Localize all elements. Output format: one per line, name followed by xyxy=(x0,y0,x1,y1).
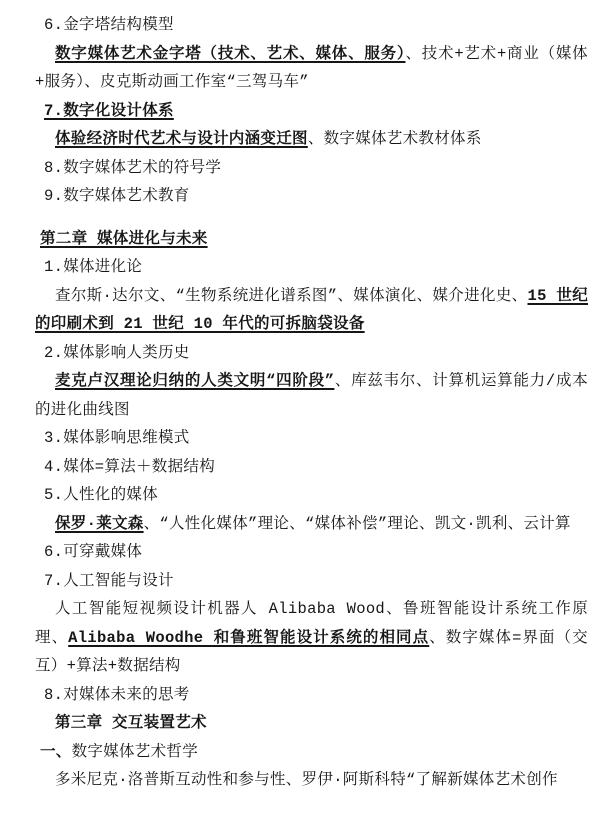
text-segment: 2.媒体影响人类历史 xyxy=(44,343,190,362)
chapter-2-heading xyxy=(35,225,588,254)
text-segment: 5.人性化的媒体 xyxy=(44,486,159,504)
item-8-future-of-media xyxy=(35,681,588,710)
para-dominic-lopes-roy-ascott xyxy=(35,766,588,795)
para-experience-economy-diagram xyxy=(35,125,588,154)
item-6-wearable-media xyxy=(35,538,588,567)
text-segment: 、数字媒体艺术教材体系 xyxy=(307,130,482,148)
emphasis-text-segment: 7.数字化设计体系 xyxy=(44,101,174,120)
item-7-ai-and-design xyxy=(35,567,588,596)
text-segment: 、库兹韦尔、计算机运算能力/成本的进化曲线图 xyxy=(35,372,588,419)
text-segment: 6.可穿戴媒体 xyxy=(44,543,143,561)
emphasis-text-segment: Alibaba Woodhe 和鲁班智能设计系统的相同点 xyxy=(68,628,430,647)
text-segment: 多米尼克·洛普斯互动性和参与性、罗伊·阿斯科特“了解新媒体艺术创作 xyxy=(55,771,558,789)
text-segment: 8.数字媒体艺术的符号学 xyxy=(44,158,222,177)
text-segment: 9.数字媒体艺术教育 xyxy=(44,187,190,205)
emphasis-text-segment: 保罗·莱文森 xyxy=(55,514,144,533)
section-1-digital-media-art-philosophy xyxy=(35,738,588,767)
text-segment: 6.金字塔结构模型 xyxy=(44,16,174,34)
item-9-education xyxy=(35,182,588,211)
text-segment: 、技术+艺术+商业（媒体+服务）、皮克斯动画工作室“三驾马车” xyxy=(35,44,588,91)
emphasis-text-segment: 数字媒体艺术金字塔（技术、艺术、媒体、服务） xyxy=(55,44,406,63)
text-segment: 、“人性化媒体”理论、“媒体补偿”理论、凯文·凯利、云计算 xyxy=(143,514,571,533)
emphasis-text-segment: 第三章 交互装置艺术 xyxy=(55,714,207,732)
para-paul-levinson xyxy=(35,510,588,539)
text-segment: 8.对媒体未来的思考 xyxy=(44,685,190,704)
item-6-pyramid-structure-model xyxy=(35,11,588,40)
emphasis-text-segment: 麦克卢汉理论归纳的人类文明“四阶段” xyxy=(55,372,335,390)
chapter-3-heading xyxy=(35,709,588,738)
text-segment: 7.人工智能与设计 xyxy=(44,571,174,590)
emphasis-text-segment: 体验经济时代艺术与设计内涵变迁图 xyxy=(55,130,308,148)
document-body xyxy=(35,11,588,795)
text-segment: 数字媒体艺术哲学 xyxy=(71,742,199,761)
item-7-digital-design-system xyxy=(35,97,588,126)
item-2-media-human-history xyxy=(35,339,588,368)
emphasis-text-segment: 第二章 媒体进化与未来 xyxy=(40,229,208,248)
para-alibaba-wood-luban xyxy=(35,595,588,681)
item-3-thinking-mode xyxy=(35,424,588,453)
item-1-media-evolution-theory xyxy=(35,253,588,282)
text-segment: 4.媒体=算法＋数据结构 xyxy=(44,457,216,476)
para-mcluhan-four-stages xyxy=(35,367,588,424)
text-segment: 3.媒体影响思维模式 xyxy=(44,429,190,447)
emphasis-text-segment: 一、 xyxy=(40,742,72,761)
item-8-semiotics xyxy=(35,154,588,183)
text-segment: 1.媒体进化论 xyxy=(44,258,143,276)
text-segment: 查尔斯·达尔文、“生物系统进化谱系图”、媒体演化、媒介进化史、 xyxy=(55,286,528,305)
text-segment: 人工智能短视频设计机器人 Alibaba Wood、鲁班智能设计系统工作原理、 xyxy=(35,600,588,647)
para-digital-media-art-pyramid xyxy=(35,40,588,97)
emphasis-text-segment: 15 世纪的印刷术到 21 世纪 10 年代的可拆脑袋设备 xyxy=(35,286,588,333)
item-5-humanized-media xyxy=(35,481,588,510)
text-segment: 、数字媒体=界面（交互）+算法+数据结构 xyxy=(35,628,588,675)
para-darwin-media-evolution xyxy=(35,282,588,339)
item-4-media-equals-algorithm xyxy=(35,453,588,482)
